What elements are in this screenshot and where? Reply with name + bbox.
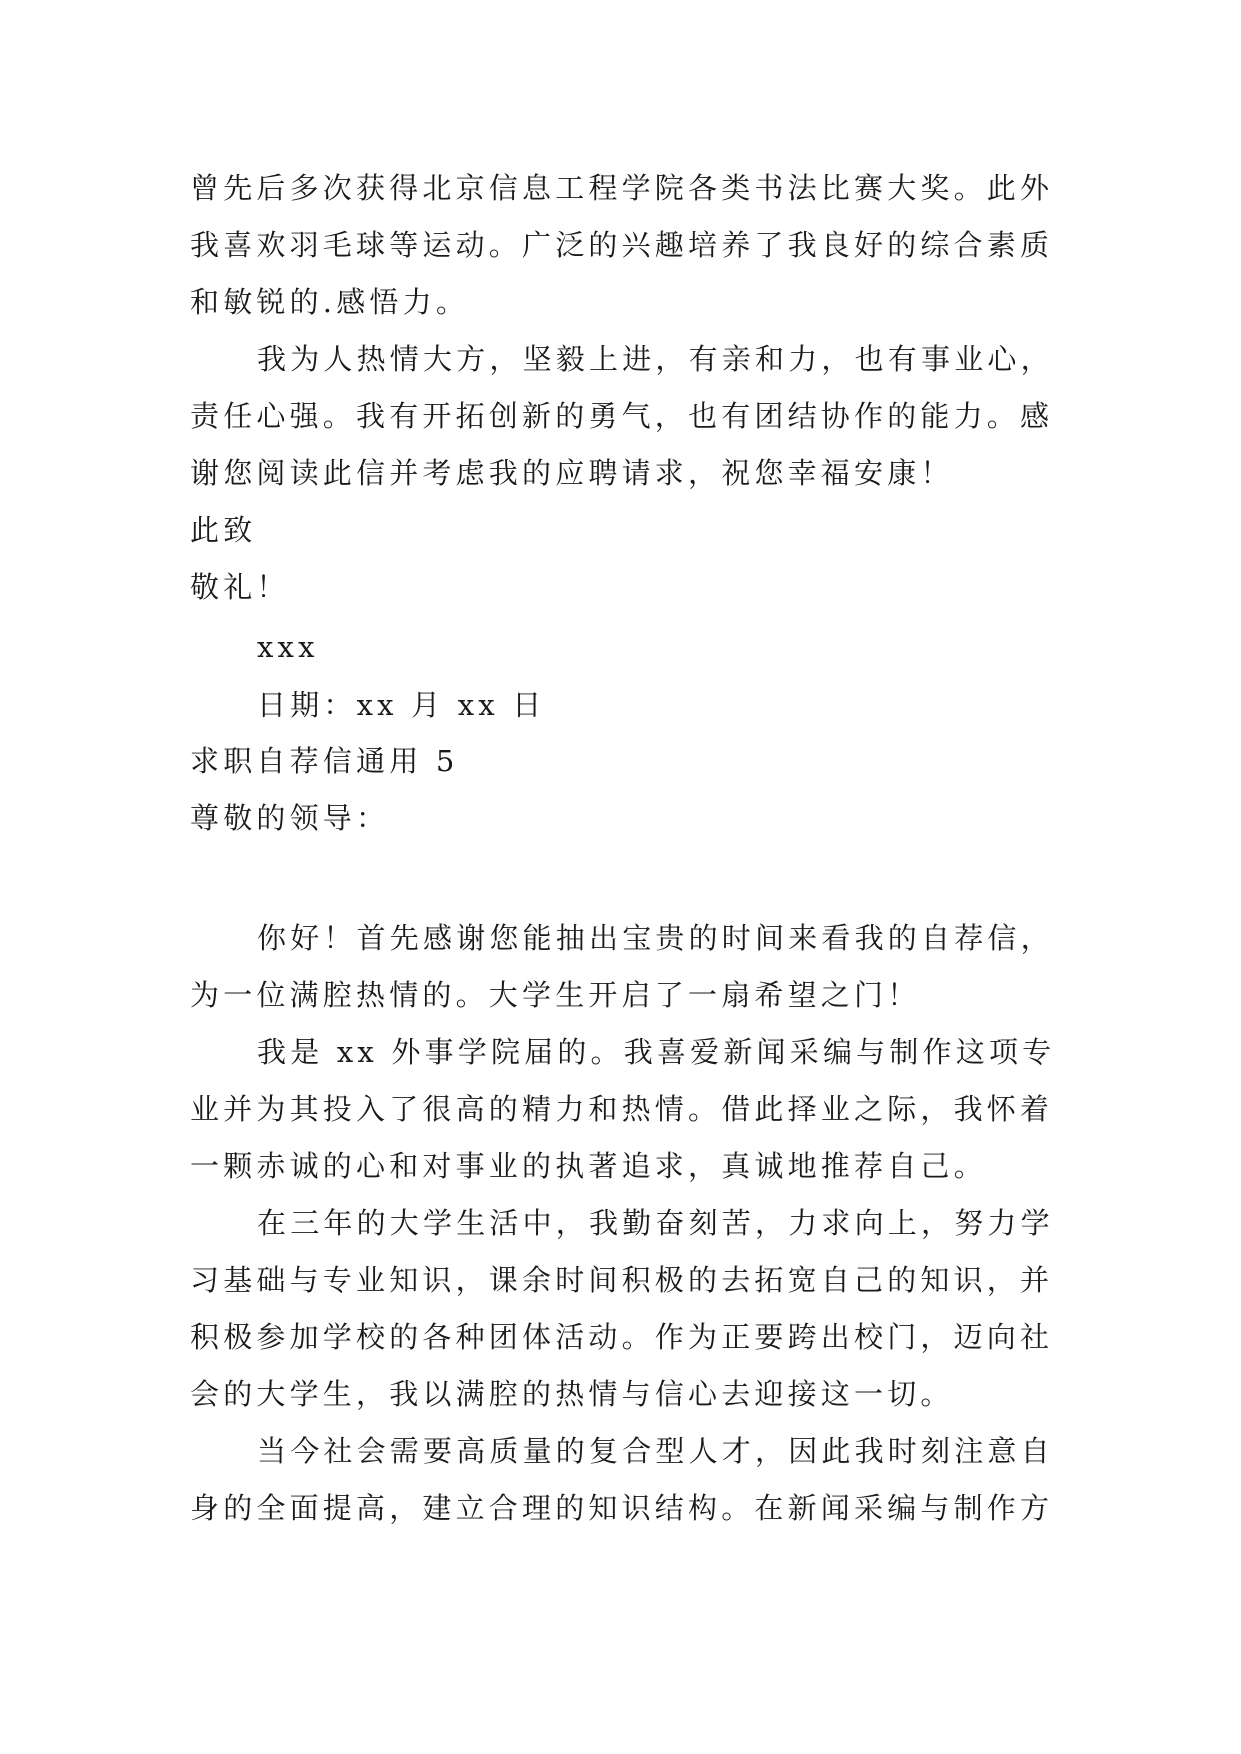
- section-title: 求职自荐信通用 5: [190, 744, 459, 778]
- text-line: 业并为其投入了很高的精力和热情。借此择业之际，我怀着: [190, 1092, 1054, 1126]
- salutation: 尊敬的领导：: [190, 801, 390, 835]
- text-line: 在三年的大学生活中，我勤奋刻苦，力求向上，努力学: [257, 1206, 1054, 1240]
- text-line: 会的大学生，我以满腔的热情与信心去迎接这一切。: [190, 1377, 954, 1411]
- text-line: 我喜欢羽毛球等运动。广泛的兴趣培养了我良好的综合素质: [190, 228, 1054, 262]
- text-line: 当今社会需要高质量的复合型人才，因此我时刻注意自: [257, 1434, 1054, 1468]
- text-line: 习基础与专业知识，课余时间积极的去拓宽自己的知识，并: [190, 1263, 1054, 1297]
- text-line: 你好！首先感谢您能抽出宝贵的时间来看我的自荐信，: [257, 921, 1054, 955]
- text-line: 谢您阅读此信并考虑我的应聘请求，祝您幸福安康！: [190, 456, 954, 490]
- text-line: 为一位满腔热情的。大学生开启了一扇希望之门！: [190, 978, 921, 1012]
- signature-date: 日期：xx 月 xx 日: [257, 688, 546, 722]
- text-line: 责任心强。我有开拓创新的勇气，也有团结协作的能力。感: [190, 399, 1054, 433]
- text-line: 积极参加学校的各种团体活动。作为正要跨出校门，迈向社: [190, 1320, 1054, 1354]
- text-line: 曾先后多次获得北京信息工程学院各类书法比赛大奖。此外: [190, 171, 1054, 205]
- text-line: 和敏锐的.感悟力。: [190, 285, 470, 319]
- text-line: 身的全面提高，建立合理的知识结构。在新闻采编与制作方: [190, 1491, 1054, 1525]
- closing-line: 敬礼！: [190, 570, 290, 604]
- signature-name: xxx: [257, 630, 319, 664]
- closing-line: 此致: [190, 513, 257, 547]
- text-line: 我为人热情大方，坚毅上进，有亲和力，也有事业心，: [257, 342, 1054, 376]
- text-line: 一颗赤诚的心和对事业的执著追求，真诚地推荐自己。: [190, 1149, 987, 1183]
- text-line: 我是 xx 外事学院届的。我喜爱新闻采编与制作这项专: [257, 1035, 1056, 1069]
